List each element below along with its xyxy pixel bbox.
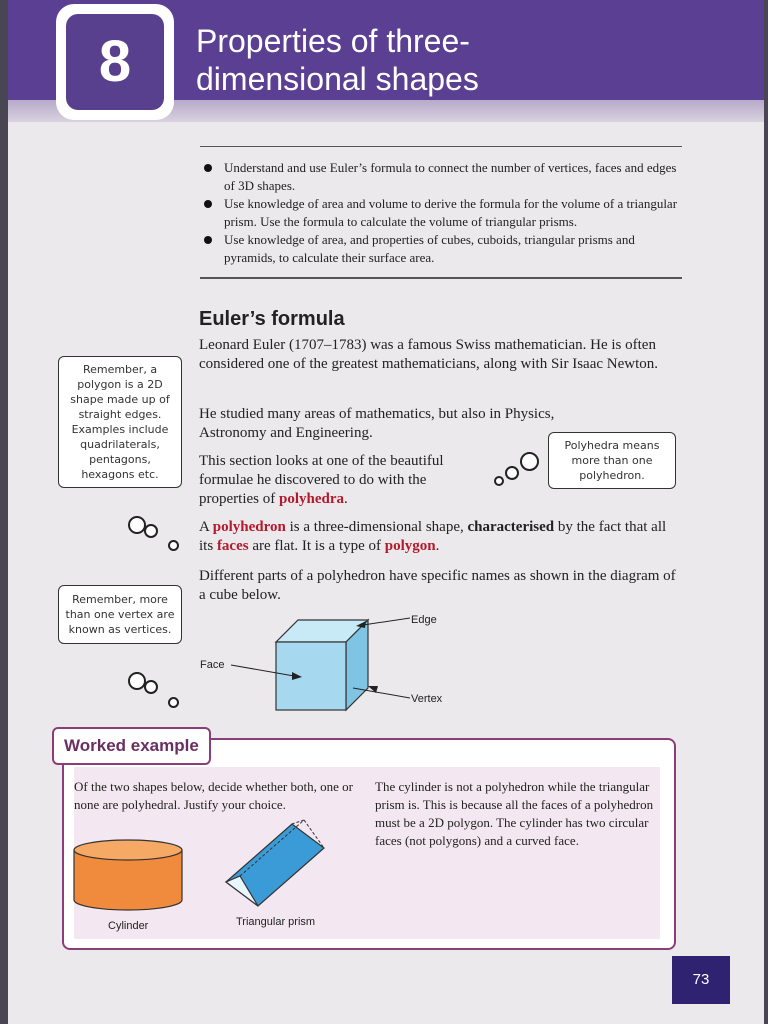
paragraph-euler-studies: He studied many areas of mathematics, but also in Physics, Astronomy and Engineering.: [199, 406, 555, 441]
cylinder-label: Cylinder: [108, 920, 149, 932]
section-title: Euler’s formula: [199, 308, 345, 330]
edge-pointer: [363, 618, 410, 625]
note-polyhedra: Polyhedra means more than one polyhedron.: [548, 432, 676, 489]
cylinder-top: [74, 840, 182, 860]
cylinder-figure: [72, 838, 184, 916]
objective-item: Use knowledge of area and volume to derive the formula for the volume of a triangular prism. Use the formula to calculate the volume of triangular prisms.: [200, 195, 682, 230]
chapter-number: 8: [66, 14, 164, 110]
objective-item: Understand and use Euler’s formula to connect the number of vertices, faces and edges of 3D shapes.: [200, 159, 682, 194]
chapter-title-line2: dimensional shapes: [196, 61, 479, 97]
triangular-prism-label: Triangular prism: [236, 916, 316, 928]
note-vertices: Remember, more than one vertex are known as vertices.: [58, 585, 182, 644]
page-number: 73: [672, 956, 730, 1004]
p4-c: by the fact that all its: [199, 519, 667, 554]
thought-bubble-medium: [505, 466, 519, 480]
objective-item: Use knowledge of area, and properties of cubes, cuboids, triangular prisms and pyramids, to calculate their surface area.: [200, 231, 682, 266]
paragraph-euler-intro: Leonard Euler (1707–1783) was a famous Swiss mathematician. He is often considered one of the greatest mathematicians, along with Sir Isaac Newton.: [199, 337, 659, 372]
cube-front-face: [276, 642, 346, 710]
thought-bubble-medium: [144, 524, 158, 538]
p3-end: .: [344, 491, 348, 507]
learning-objectives: [200, 146, 682, 279]
worked-example-question: Of the two shapes below, decide whether both, one or none are polyhedral. Justify your choice.: [74, 779, 353, 812]
thought-bubble-small: [494, 476, 504, 486]
edge-label: Edge: [411, 614, 437, 626]
term-polyhedron: polyhedron: [212, 519, 286, 535]
textbook-page: [8, 0, 764, 1024]
paragraph-polyhedra-intro: [199, 452, 489, 509]
p3-text: This section looks at one of the beautiful formulae he discovered to do with the properties of: [199, 453, 444, 507]
p4-d: are flat. It is a type of: [252, 538, 382, 554]
p4-a: A: [199, 519, 210, 535]
worked-example-answer: The cylinder is not a polyhedron while the triangular prism is. This is because all the faces of a polyhedron must be a 2D polygon. The cylinder has two circular faces (not polygons) and a curved face.: [375, 779, 654, 848]
face-label: Face: [200, 659, 225, 671]
worked-example-tab: Worked example: [52, 727, 211, 765]
term-polygon: polygon: [384, 538, 436, 554]
thought-bubble-small: [168, 697, 179, 708]
term-polyhedra: polyhedra: [278, 491, 344, 507]
term-characterised: characterised: [467, 519, 555, 535]
thought-bubble-small: [168, 540, 179, 551]
p4-e: .: [435, 538, 440, 554]
note-polygon: Remember, a polygon is a 2D shape made up of straight edges. Examples include quadrilaterals, pentagons, hexagons etc.: [58, 356, 182, 488]
term-faces: faces: [216, 538, 249, 554]
p4-b: is a three-dimensional shape,: [289, 519, 464, 535]
paragraph-polyhedron-definition: [199, 518, 677, 556]
triangular-prism-figure: [222, 818, 334, 910]
vertex-label: Vertex: [411, 693, 443, 705]
chapter-title-line1: Properties of three-: [196, 23, 470, 59]
chapter-title: [196, 22, 479, 98]
thought-bubble-large: [520, 452, 539, 471]
thought-bubble-medium: [144, 680, 158, 694]
paragraph-cube-diagram-intro: Different parts of a polyhedron have specific names as shown in the diagram of a cube below.: [199, 568, 676, 603]
